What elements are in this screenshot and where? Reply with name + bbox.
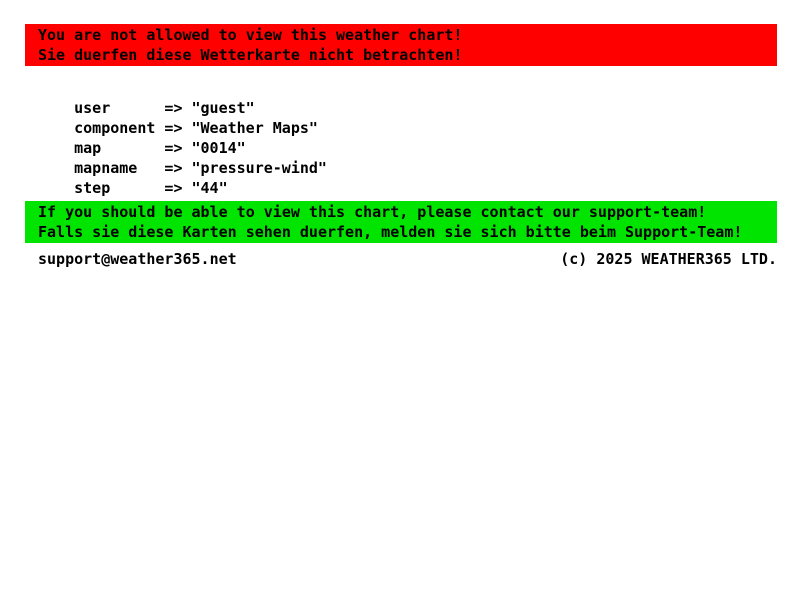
detail-key: step (74, 179, 111, 197)
detail-value: "guest" (191, 99, 255, 117)
footer (25, 249, 777, 269)
error-message-english: You are not allowed to view this weather chart! (38, 26, 463, 44)
error-banner (25, 24, 777, 66)
copyright-notice: (c) 2025 WEATHER365 LTD. (560, 250, 777, 268)
detail-row-user (38, 78, 800, 117)
arrow-separator: => (164, 139, 183, 157)
detail-value: "pressure-wind" (191, 159, 327, 177)
error-message-german: Sie duerfen diese Wetterkarte nicht betrachten! (38, 46, 463, 64)
detail-key: component (74, 119, 156, 137)
detail-value: "44" (191, 179, 228, 197)
support-email: support@weather365.net (38, 250, 237, 268)
support-info-banner (25, 201, 777, 243)
detail-key: mapname (74, 159, 138, 177)
arrow-separator: => (164, 99, 183, 117)
detail-value: "Weather Maps" (191, 119, 318, 137)
support-message-english: If you should be able to view this chart, please contact our support-team! (38, 203, 707, 221)
support-message-german: Falls sie diese Karten sehen duerfen, melden sie sich bitte beim Support-Team! (38, 223, 743, 241)
request-details-list (38, 78, 800, 197)
detail-key: map (74, 139, 102, 157)
arrow-separator: => (164, 159, 183, 177)
arrow-separator: => (164, 119, 183, 137)
detail-key: user (74, 99, 111, 117)
detail-value: "0014" (191, 139, 246, 157)
arrow-separator: => (164, 179, 183, 197)
